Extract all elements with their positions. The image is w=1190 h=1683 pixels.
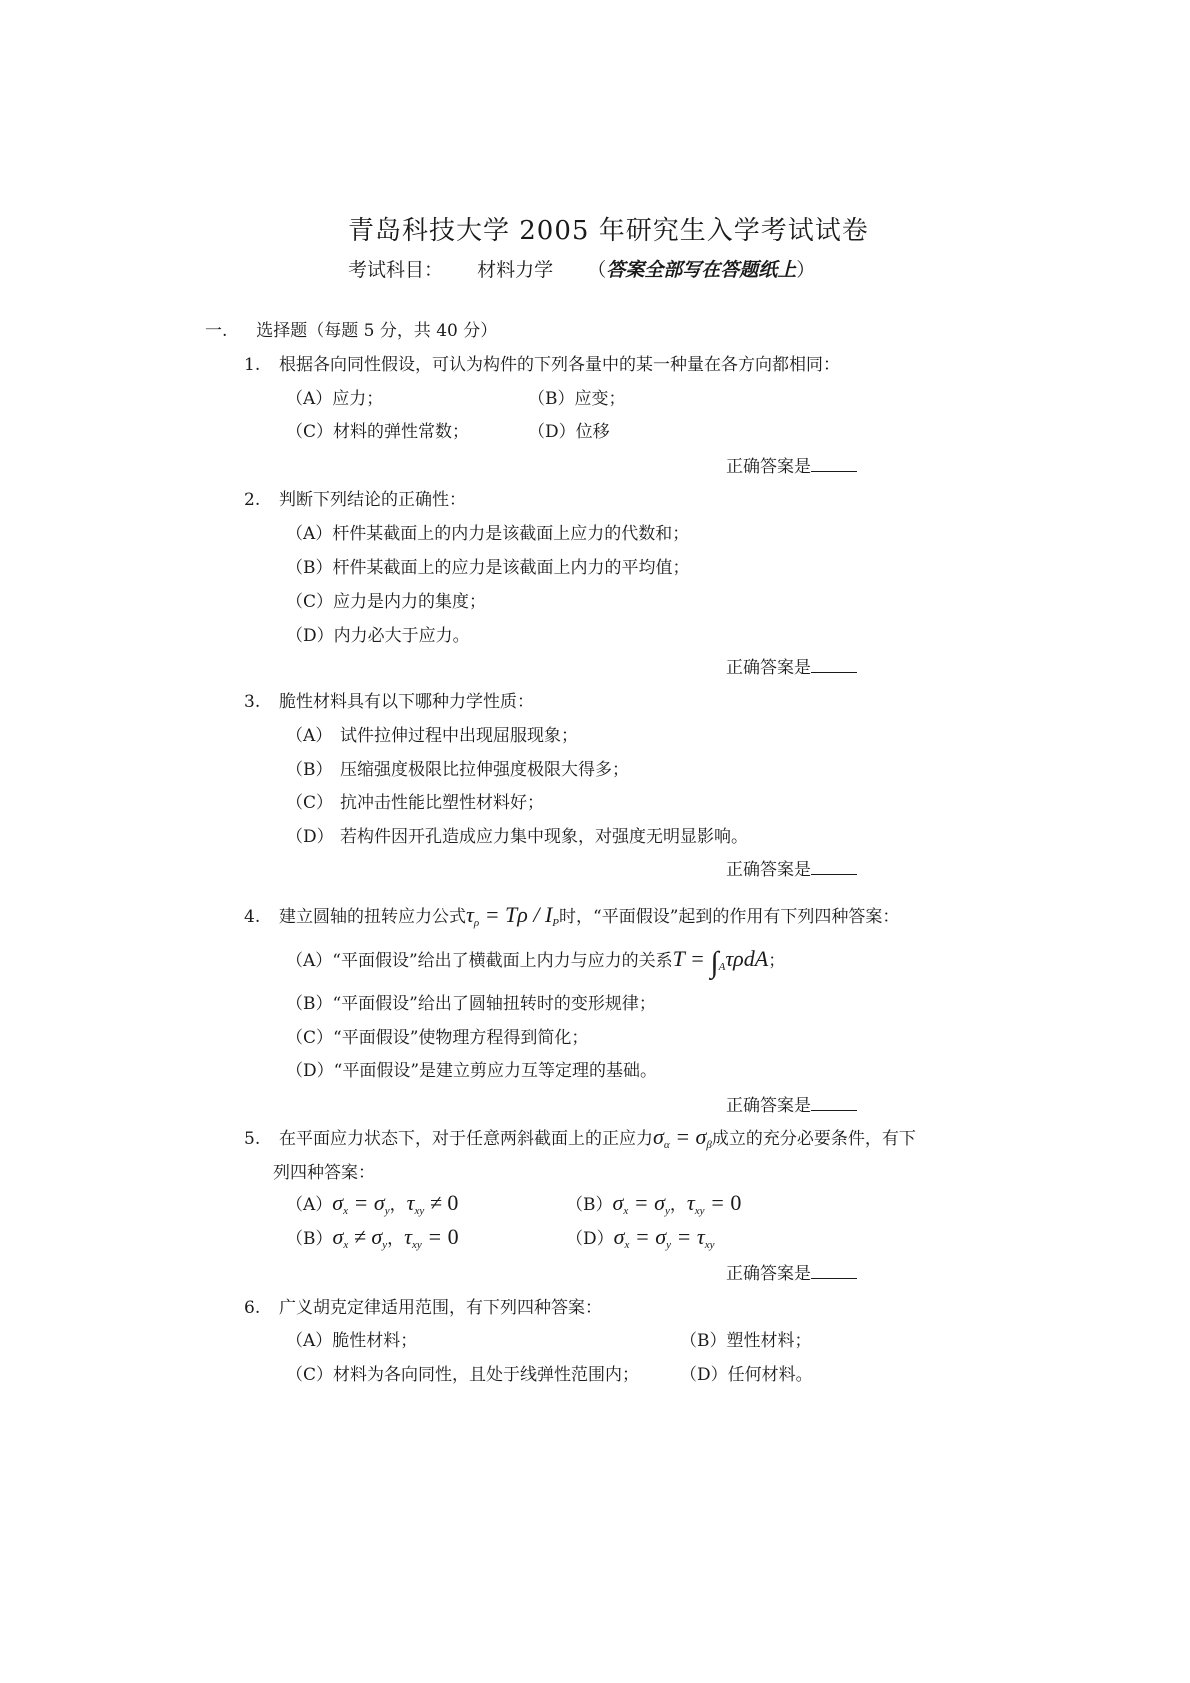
q2-option-a: （A）杆件某截面上的内力是该截面上应力的代数和； — [286, 524, 690, 544]
question-text: 脆性材料具有以下哪种力学性质： — [279, 692, 535, 712]
exam-subject-line — [348, 255, 815, 282]
q4-option-a — [286, 946, 785, 980]
subject-name: 材料力学 — [477, 259, 554, 281]
answer-blank[interactable] — [811, 1264, 857, 1279]
option-a-end: ； — [768, 951, 786, 971]
f-b: σ — [655, 1224, 667, 1249]
equals-sign: = — [669, 1124, 696, 1149]
q1-option-b: （B）应变； — [528, 389, 626, 409]
option-a-text: （A）“平面假设”给出了横截面上内力与应力的关系 — [286, 951, 673, 971]
q1-option-d: （D）位移 — [528, 422, 610, 442]
f-as: x — [624, 1239, 630, 1251]
answer-blank[interactable] — [811, 658, 857, 673]
q5-option-b — [566, 1190, 741, 1217]
q6-option-c: （C）材料为各向同性，且处于线弹性范围内； — [286, 1365, 640, 1385]
option-formula — [332, 1190, 458, 1215]
question-text-before: 建立圆轴的扭转应力公式 — [279, 907, 467, 927]
question-text-after: 时，“平面假设”起到的作用有下列四种答案： — [559, 907, 900, 927]
q6-option-a: （A）脆性材料； — [286, 1331, 418, 1351]
f-d: 0 — [447, 1224, 459, 1249]
q5-option-c — [286, 1224, 459, 1251]
q3-answer-line — [726, 855, 857, 880]
formula-p-sub: P — [552, 917, 560, 929]
f-d: τ — [696, 1224, 705, 1249]
f-d: 0 — [447, 1190, 459, 1215]
subject-label: 考试科目： — [348, 259, 444, 281]
f-c: τ — [686, 1190, 695, 1215]
formula-rho-sub: ρ — [473, 917, 480, 929]
question-number: 2. — [244, 490, 261, 510]
option-label: （B） — [286, 1229, 333, 1249]
f-op2: = — [671, 1224, 697, 1249]
f-ds: xy — [704, 1239, 715, 1251]
f-a: σ — [332, 1224, 344, 1249]
sigma-beta: σ — [695, 1124, 707, 1149]
q2-option-b: （B）杆件某截面上的应力是该截面上内力的平均值； — [286, 558, 690, 578]
sigma-alpha: σ — [653, 1124, 664, 1149]
option-formula — [614, 1224, 715, 1249]
f-sep: ， — [389, 1195, 407, 1214]
section-number: 一. — [205, 321, 228, 341]
question-number: 5. — [244, 1129, 261, 1149]
f-cs: xy — [414, 1205, 425, 1217]
f-bs: y — [664, 1205, 670, 1217]
answer-label: 正确答案是 — [726, 1264, 811, 1284]
formula-tau: τ — [466, 902, 474, 927]
question-3 — [244, 687, 534, 712]
question-number: 4. — [244, 907, 261, 927]
q6-option-b: （B）塑性材料； — [680, 1331, 812, 1351]
q5-option-a — [286, 1190, 458, 1217]
q1-option-a: （A）应力； — [286, 389, 384, 409]
question-text-after: 成立的充分必要条件，有下 — [711, 1129, 916, 1149]
question-4 — [244, 902, 899, 929]
f-cs: xy — [694, 1205, 705, 1217]
beta-sub: β — [706, 1139, 712, 1151]
f-op: = — [348, 1190, 374, 1215]
q6-option-d: （D）任何材料。 — [680, 1365, 813, 1385]
f-a: σ — [332, 1190, 344, 1215]
question-2 — [244, 485, 466, 510]
answer-blank[interactable] — [811, 860, 857, 875]
q3-option-b-label: （B） — [286, 760, 333, 780]
f-as: x — [343, 1239, 349, 1251]
q3-option-c: 抗冲击性能比塑性材料好； — [340, 793, 544, 813]
question-number: 6. — [244, 1298, 261, 1318]
f-op2: = — [421, 1224, 448, 1249]
f-b: σ — [371, 1224, 383, 1249]
f-bs: y — [666, 1239, 671, 1251]
question-number: 3. — [244, 692, 261, 712]
f-op2: ≠ — [424, 1190, 448, 1215]
question-6 — [244, 1293, 602, 1318]
section-heading — [205, 316, 497, 341]
f-sep: ， — [669, 1195, 687, 1214]
question-text: 判断下列结论的正确性： — [279, 490, 467, 510]
q3-option-d-label: （D） — [286, 827, 334, 847]
question-number: 1. — [244, 355, 261, 375]
answer-sheet-note: 答案全部写在答题纸上 — [606, 259, 797, 281]
q4-option-c: （C）“平面假设”使物理方程得到简化； — [286, 1028, 589, 1048]
q4-option-d: （D）“平面假设”是建立剪应力互等定理的基础。 — [286, 1061, 658, 1081]
answer-label: 正确答案是 — [726, 1096, 811, 1116]
f-a: σ — [612, 1190, 624, 1215]
f-bs: y — [384, 1205, 390, 1217]
q1-answer-line — [726, 452, 857, 477]
f-bs: y — [382, 1239, 388, 1251]
f-cs: xy — [411, 1239, 422, 1251]
f-b: σ — [373, 1190, 385, 1215]
integral-sub-A: A — [718, 961, 726, 973]
q4-option-b: （B）“平面假设”给出了圆轴扭转时的变形规律； — [286, 994, 656, 1014]
q3-option-a: 试件拉伸过程中出现屈服现象； — [340, 726, 578, 746]
formula-T: T = — [672, 946, 711, 971]
f-op: = — [629, 1224, 656, 1249]
question-5 — [244, 1124, 916, 1151]
note-close: ） — [796, 259, 816, 281]
answer-label: 正确答案是 — [726, 658, 811, 678]
answer-label: 正确答案是 — [726, 860, 811, 880]
q1-option-c: （C）材料的弹性常数； — [286, 422, 470, 442]
integral-formula — [672, 946, 769, 979]
option-label: （A） — [286, 1195, 333, 1215]
f-as: x — [623, 1205, 629, 1217]
formula-rest: = Tρ / I — [479, 902, 553, 927]
question-1 — [244, 350, 840, 375]
answer-blank[interactable] — [811, 457, 857, 472]
q5-option-d — [566, 1224, 715, 1251]
question-5-line2: 列四种答案： — [273, 1163, 375, 1183]
question-text: 根据各向同性假设，可认为构件的下列各量中的某一种量在各方向都相同： — [279, 355, 841, 375]
option-formula — [333, 1224, 459, 1249]
stress-equality-formula — [653, 1124, 712, 1149]
q4-answer-line — [726, 1091, 857, 1116]
f-as: x — [343, 1205, 349, 1217]
f-sep: ， — [387, 1229, 405, 1248]
f-a: σ — [613, 1224, 625, 1249]
q2-option-c: （C）应力是内力的集度； — [286, 592, 487, 612]
option-label: （B） — [566, 1195, 613, 1215]
section-title: 选择题（每题 5 分，共 40 分） — [256, 321, 498, 341]
question-text-before: 在平面应力状态下，对于任意两斜截面上的正应力 — [279, 1129, 654, 1149]
question-text: 广义胡克定律适用范围，有下列四种答案： — [279, 1298, 603, 1318]
integral-sign: ∫ — [710, 946, 719, 979]
option-formula — [613, 1190, 742, 1215]
f-op: = — [628, 1190, 655, 1215]
answer-blank[interactable] — [811, 1096, 857, 1111]
f-op: ≠ — [348, 1224, 372, 1249]
q3-option-d: 若构件因开孔造成应力集中现象，对强度无明显影响。 — [340, 827, 748, 847]
exam-title: 青岛科技大学 2005 年研究生入学考试试卷 — [348, 216, 869, 246]
q5-answer-line — [726, 1259, 857, 1284]
q2-option-d: （D）内力必大于应力。 — [286, 626, 470, 646]
alpha-sub: α — [663, 1139, 670, 1151]
q3-option-b: 压缩强度极限比拉伸强度极限大得多； — [340, 760, 629, 780]
q2-answer-line — [726, 653, 857, 678]
f-b: σ — [654, 1190, 665, 1215]
f-c: τ — [406, 1190, 415, 1215]
q3-option-c-label: （C） — [286, 793, 334, 813]
note-open: （ — [587, 259, 607, 281]
answer-label: 正确答案是 — [726, 457, 811, 477]
q3-option-a-label: （A） — [286, 726, 333, 746]
option-label: （D） — [566, 1229, 614, 1249]
torsion-formula — [466, 902, 559, 927]
f-c: τ — [404, 1224, 412, 1249]
formula-integrand: τρdA — [725, 946, 769, 971]
f-op2: = — [704, 1190, 731, 1215]
f-d: 0 — [730, 1190, 742, 1215]
